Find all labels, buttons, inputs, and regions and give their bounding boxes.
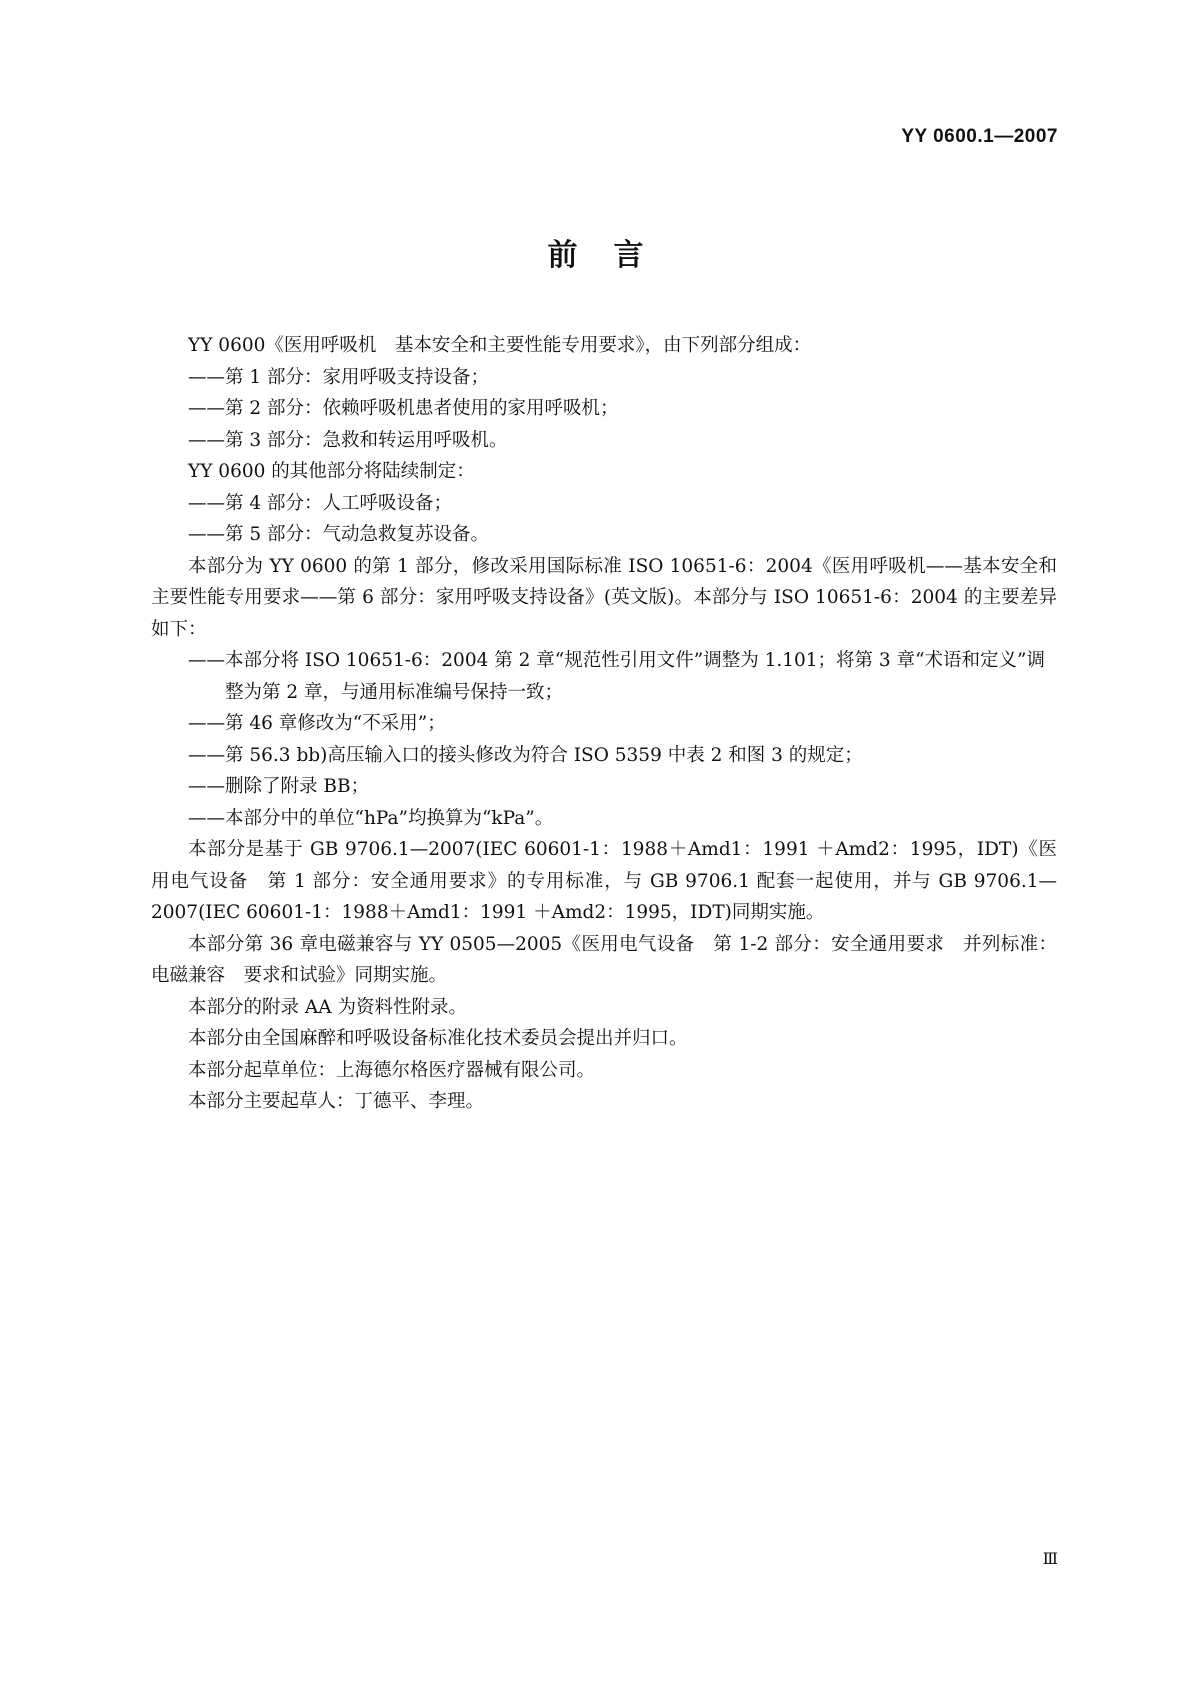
dash-mark: ——	[188, 366, 225, 388]
list-item: —— 第 46 章修改为“不采用”；	[151, 708, 1057, 740]
list-item: —— 本部分将 ISO 10651-6：2004 第 2 章“规范性引用文件”调整为 1.101；将第 3 章“术语和定义”调整为第 2 章，与通用标准编号保持一致；	[151, 645, 1057, 708]
dash-mark: ——	[188, 776, 225, 797]
paragraph: 本部分的附录 AA 为资料性附录。	[188, 996, 467, 1018]
page-number: Ⅲ	[1042, 1549, 1058, 1568]
dash-mark: ——	[188, 650, 225, 671]
dash-mark: ——	[188, 429, 225, 451]
standard-number: YY 0600.1—2007	[901, 126, 1058, 147]
dash-mark: ——	[188, 398, 225, 419]
paragraph: 本部分是基于 GB 9706.1—2007(IEC 60601-1：1988＋Amd1：1991 ＋Amd2：1995，IDT)《医用电气设备 第 1 部分：安全通用要求》的专用标准，与 GB 9706.1 配套一起使用，并与 GB 9706.1—2007(IEC 60601-1：1988＋Amd1：1991 ＋Amd2：1995，IDT)同期实施。	[151, 839, 1057, 923]
dash-mark: ——	[188, 807, 225, 829]
list-item: —— 第 1 部分：家用呼吸支持设备；	[151, 362, 1057, 394]
dash-mark: ——	[188, 713, 225, 734]
paragraph: 本部分第 36 章电磁兼容与 YY 0505—2005《医用电气设备 第 1-2 部分：安全通用要求 并列标准：电磁兼容 要求和试验》同期实施。	[151, 933, 1057, 986]
paragraph: 本部分为 YY 0600 的第 1 部分，修改采用国际标准 ISO 10651-6：2004《医用呼吸机——基本安全和主要性能专用要求——第 6 部分：家用呼吸支持设备》(英文版)。本部分与 ISO 10651-6：2004 的主要差异如下：	[151, 555, 1057, 640]
paragraph: YY 0600《医用呼吸机 基本安全和主要性能专用要求》，由下列部分组成：	[188, 335, 812, 356]
list-item: —— 第 2 部分：依赖呼吸机患者使用的家用呼吸机；	[151, 393, 1057, 425]
list-item: —— 本部分中的单位“hPa”均换算为“kPa”。	[151, 803, 1057, 835]
dash-mark: ——	[188, 744, 225, 766]
dash-mark: ——	[188, 524, 225, 545]
list-item: —— 第 4 部分：人工呼吸设备；	[151, 488, 1057, 520]
paragraph: 本部分起草单位：上海德尔格医疗器械有限公司。	[188, 1059, 596, 1081]
paragraph: YY 0600 的其他部分将陆续制定：	[188, 461, 475, 482]
paragraph: 本部分由全国麻醉和呼吸设备标准化技术委员会提出并归口。	[188, 1028, 688, 1049]
list-item: —— 第 3 部分：急救和转运用呼吸机。	[151, 425, 1057, 457]
list-item: —— 删除了附录 BB；	[151, 771, 1057, 803]
list-item: —— 第 5 部分：气动急救复苏设备。	[151, 519, 1057, 551]
page-title: 前言	[547, 238, 680, 273]
foreword-body	[151, 330, 1057, 1118]
paragraph: 本部分主要起草人：丁德平、李理。	[188, 1091, 485, 1112]
dash-mark: ——	[188, 492, 225, 514]
list-item: —— 第 56.3 bb)高压输入口的接头修改为符合 ISO 5359 中表 2 和图 3 的规定；	[151, 740, 1057, 772]
